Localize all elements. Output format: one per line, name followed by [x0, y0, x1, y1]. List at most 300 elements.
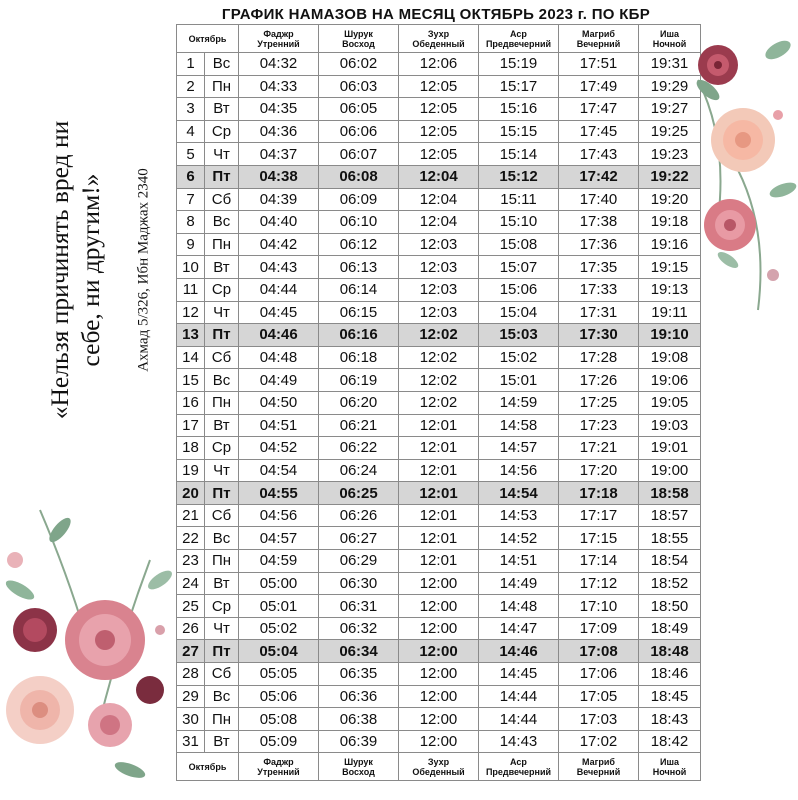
weekday: Сб [205, 346, 239, 369]
weekday: Вт [205, 98, 239, 121]
fajr-time: 04:46 [239, 324, 319, 347]
quote-line-2: себе, ни другим!» [76, 173, 105, 367]
day-number: 3 [177, 98, 205, 121]
fajr-time: 04:42 [239, 233, 319, 256]
day-number: 29 [177, 685, 205, 708]
day-number: 17 [177, 414, 205, 437]
fajr-time: 04:54 [239, 459, 319, 482]
table-row [177, 617, 701, 640]
header-shuruk-name: Шурук [344, 28, 373, 39]
shuruk-time: 06:26 [319, 504, 399, 527]
fajr-time: 05:01 [239, 595, 319, 618]
table-row [177, 685, 701, 708]
zuhr-time: 12:01 [399, 459, 479, 482]
quote-source [122, 120, 166, 420]
zuhr-time: 12:02 [399, 346, 479, 369]
table-row [177, 550, 701, 573]
asr-time: 15:02 [479, 346, 559, 369]
maghrib-time: 17:33 [559, 278, 639, 301]
asr-time: 14:48 [479, 595, 559, 618]
asr-time: 15:07 [479, 256, 559, 279]
maghrib-time: 17:17 [559, 504, 639, 527]
floral-bouquet-right-icon [688, 20, 798, 320]
zuhr-time: 12:01 [399, 527, 479, 550]
asr-time: 14:54 [479, 482, 559, 505]
day-number: 18 [177, 437, 205, 460]
table-row [177, 324, 701, 347]
header-zuhr [399, 25, 479, 53]
day-number: 20 [177, 482, 205, 505]
header-month: Октябрь [177, 753, 239, 781]
fajr-time: 04:37 [239, 143, 319, 166]
zuhr-time: 12:04 [399, 165, 479, 188]
table-row [177, 414, 701, 437]
fajr-time: 04:59 [239, 550, 319, 573]
asr-time: 15:17 [479, 75, 559, 98]
zuhr-time: 12:01 [399, 482, 479, 505]
header-fajr-subtitle: Утренний [257, 38, 300, 49]
header-maghrib [559, 25, 639, 53]
maghrib-time: 17:10 [559, 595, 639, 618]
zuhr-time: 12:00 [399, 708, 479, 731]
weekday: Пн [205, 233, 239, 256]
page-title: ГРАФИК НАМАЗОВ НА МЕСЯЦ ОКТЯБРЬ 2023 г. ПО КБР [221, 6, 651, 23]
isha-time: 18:46 [639, 663, 701, 686]
shuruk-time: 06:20 [319, 391, 399, 414]
asr-time: 15:19 [479, 53, 559, 76]
isha-time: 18:57 [639, 504, 701, 527]
weekday: Сб [205, 663, 239, 686]
fajr-time: 04:44 [239, 278, 319, 301]
fajr-time: 04:56 [239, 504, 319, 527]
shuruk-time: 06:08 [319, 165, 399, 188]
day-number: 2 [177, 75, 205, 98]
header-maghrib-name: Магриб [582, 28, 615, 39]
zuhr-time: 12:00 [399, 730, 479, 753]
table-row [177, 572, 701, 595]
maghrib-time: 17:47 [559, 98, 639, 121]
day-number: 28 [177, 663, 205, 686]
day-number: 16 [177, 391, 205, 414]
isha-time: 19:00 [639, 459, 701, 482]
table-row [177, 233, 701, 256]
isha-time: 19:08 [639, 346, 701, 369]
weekday: Вт [205, 414, 239, 437]
isha-time: 18:43 [639, 708, 701, 731]
fajr-time: 04:39 [239, 188, 319, 211]
day-number: 26 [177, 617, 205, 640]
zuhr-time: 12:05 [399, 120, 479, 143]
zuhr-time: 12:03 [399, 233, 479, 256]
maghrib-time: 17:45 [559, 120, 639, 143]
maghrib-time: 17:28 [559, 346, 639, 369]
shuruk-time: 06:15 [319, 301, 399, 324]
header-zuhr [399, 753, 479, 781]
header-maghrib-name: Магриб [582, 756, 615, 767]
header-month: Октябрь [177, 25, 239, 53]
shuruk-time: 06:35 [319, 663, 399, 686]
day-number: 21 [177, 504, 205, 527]
asr-time: 14:43 [479, 730, 559, 753]
zuhr-time: 12:01 [399, 504, 479, 527]
table-row [177, 708, 701, 731]
isha-time: 19:20 [639, 188, 701, 211]
shuruk-time: 06:10 [319, 211, 399, 234]
asr-time: 14:56 [479, 459, 559, 482]
shuruk-time: 06:02 [319, 53, 399, 76]
shuruk-time: 06:12 [319, 233, 399, 256]
day-number: 13 [177, 324, 205, 347]
zuhr-time: 12:04 [399, 188, 479, 211]
isha-time: 18:54 [639, 550, 701, 573]
weekday: Пн [205, 708, 239, 731]
table-row [177, 527, 701, 550]
zuhr-time: 12:00 [399, 685, 479, 708]
header-isha [639, 753, 701, 781]
isha-time: 18:45 [639, 685, 701, 708]
asr-time: 15:01 [479, 369, 559, 392]
weekday: Пт [205, 640, 239, 663]
table-row [177, 504, 701, 527]
table-row [177, 256, 701, 279]
weekday: Вс [205, 369, 239, 392]
table-row [177, 165, 701, 188]
maghrib-time: 17:49 [559, 75, 639, 98]
maghrib-time: 17:09 [559, 617, 639, 640]
table-row [177, 75, 701, 98]
weekday: Вс [205, 211, 239, 234]
header-maghrib-subtitle: Вечерний [576, 766, 621, 777]
isha-time: 18:50 [639, 595, 701, 618]
shuruk-time: 06:07 [319, 143, 399, 166]
zuhr-time: 12:05 [399, 98, 479, 121]
footer-row [177, 753, 701, 781]
header-asr [479, 753, 559, 781]
fajr-time: 05:09 [239, 730, 319, 753]
header-row [177, 25, 701, 53]
isha-time: 18:48 [639, 640, 701, 663]
weekday: Пн [205, 550, 239, 573]
header-shuruk [319, 25, 399, 53]
day-number: 4 [177, 120, 205, 143]
weekday: Вс [205, 685, 239, 708]
table-row [177, 369, 701, 392]
header-shuruk [319, 753, 399, 781]
table-row [177, 663, 701, 686]
isha-time: 18:58 [639, 482, 701, 505]
day-number: 6 [177, 165, 205, 188]
asr-time: 14:44 [479, 708, 559, 731]
asr-time: 15:15 [479, 120, 559, 143]
weekday: Ср [205, 437, 239, 460]
weekday: Чт [205, 617, 239, 640]
fajr-time: 04:48 [239, 346, 319, 369]
zuhr-time: 12:01 [399, 550, 479, 573]
asr-time: 15:06 [479, 278, 559, 301]
isha-time: 19:03 [639, 414, 701, 437]
asr-time: 14:47 [479, 617, 559, 640]
header-isha-name: Иша [660, 756, 679, 767]
shuruk-time: 06:32 [319, 617, 399, 640]
shuruk-time: 06:24 [319, 459, 399, 482]
asr-time: 14:45 [479, 663, 559, 686]
header-zuhr-subtitle: Обеденный [412, 38, 465, 49]
fajr-time: 04:51 [239, 414, 319, 437]
prayer-schedule-table [176, 24, 701, 781]
weekday: Ср [205, 595, 239, 618]
weekday: Вт [205, 256, 239, 279]
maghrib-time: 17:30 [559, 324, 639, 347]
maghrib-time: 17:38 [559, 211, 639, 234]
quote-line-1: «Нельзя причинять вред ни [45, 120, 74, 420]
fajr-time: 04:43 [239, 256, 319, 279]
day-number: 1 [177, 53, 205, 76]
isha-time: 19:15 [639, 256, 701, 279]
shuruk-time: 06:03 [319, 75, 399, 98]
shuruk-time: 06:36 [319, 685, 399, 708]
header-fajr-name: Фаджр [263, 756, 294, 767]
maghrib-time: 17:31 [559, 301, 639, 324]
fajr-time: 05:05 [239, 663, 319, 686]
zuhr-time: 12:01 [399, 437, 479, 460]
fajr-time: 04:36 [239, 120, 319, 143]
asr-time: 15:11 [479, 188, 559, 211]
header-asr-name: Аср [510, 28, 527, 39]
asr-time: 15:03 [479, 324, 559, 347]
table-row [177, 278, 701, 301]
header-fajr [239, 753, 319, 781]
shuruk-time: 06:22 [319, 437, 399, 460]
header-asr-subtitle: Предвечерний [485, 38, 552, 49]
weekday: Вт [205, 730, 239, 753]
fajr-time: 04:33 [239, 75, 319, 98]
weekday: Вт [205, 572, 239, 595]
header-maghrib-subtitle: Вечерний [576, 38, 621, 49]
shuruk-time: 06:18 [319, 346, 399, 369]
zuhr-time: 12:01 [399, 414, 479, 437]
shuruk-time: 06:09 [319, 188, 399, 211]
header-isha-subtitle: Ночной [652, 766, 687, 777]
weekday: Пн [205, 391, 239, 414]
maghrib-time: 17:15 [559, 527, 639, 550]
asr-time: 14:46 [479, 640, 559, 663]
weekday: Сб [205, 188, 239, 211]
header-fajr-subtitle: Утренний [257, 766, 300, 777]
maghrib-time: 17:42 [559, 165, 639, 188]
shuruk-time: 06:05 [319, 98, 399, 121]
header-zuhr-subtitle: Обеденный [412, 766, 465, 777]
table-row [177, 143, 701, 166]
weekday: Ср [205, 120, 239, 143]
maghrib-time: 17:18 [559, 482, 639, 505]
weekday: Вс [205, 53, 239, 76]
isha-time: 19:10 [639, 324, 701, 347]
table-row [177, 482, 701, 505]
day-number: 23 [177, 550, 205, 573]
isha-time: 19:16 [639, 233, 701, 256]
maghrib-time: 17:08 [559, 640, 639, 663]
zuhr-time: 12:00 [399, 640, 479, 663]
day-number: 11 [177, 278, 205, 301]
asr-time: 14:44 [479, 685, 559, 708]
zuhr-time: 12:05 [399, 143, 479, 166]
maghrib-time: 17:05 [559, 685, 639, 708]
fajr-time: 04:50 [239, 391, 319, 414]
zuhr-time: 12:02 [399, 391, 479, 414]
weekday: Пт [205, 324, 239, 347]
shuruk-time: 06:39 [319, 730, 399, 753]
shuruk-time: 06:21 [319, 414, 399, 437]
table-row [177, 188, 701, 211]
day-number: 19 [177, 459, 205, 482]
fajr-time: 05:02 [239, 617, 319, 640]
maghrib-time: 17:12 [559, 572, 639, 595]
isha-time: 18:52 [639, 572, 701, 595]
fajr-time: 04:38 [239, 165, 319, 188]
weekday: Пт [205, 165, 239, 188]
table-body [177, 53, 701, 753]
shuruk-time: 06:06 [319, 120, 399, 143]
maghrib-time: 17:36 [559, 233, 639, 256]
fajr-time: 04:55 [239, 482, 319, 505]
shuruk-time: 06:29 [319, 550, 399, 573]
weekday: Сб [205, 504, 239, 527]
isha-time: 19:06 [639, 369, 701, 392]
maghrib-time: 17:21 [559, 437, 639, 460]
zuhr-time: 12:05 [399, 75, 479, 98]
isha-time: 19:27 [639, 98, 701, 121]
maghrib-time: 17:43 [559, 143, 639, 166]
maghrib-time: 17:51 [559, 53, 639, 76]
fajr-time: 04:35 [239, 98, 319, 121]
asr-time: 14:58 [479, 414, 559, 437]
shuruk-time: 06:34 [319, 640, 399, 663]
asr-time: 14:53 [479, 504, 559, 527]
maghrib-time: 17:03 [559, 708, 639, 731]
header-zuhr-name: Зухр [427, 756, 450, 767]
header-isha-name: Иша [660, 28, 679, 39]
header-zuhr-name: Зухр [427, 28, 450, 39]
isha-time: 19:18 [639, 211, 701, 234]
header-shuruk-subtitle: Восход [342, 766, 375, 777]
quote-source-text: Ахмад 5/326, Ибн Маджах 2340 [135, 168, 152, 372]
isha-time: 19:11 [639, 301, 701, 324]
maghrib-time: 17:20 [559, 459, 639, 482]
shuruk-time: 06:13 [319, 256, 399, 279]
header-isha-subtitle: Ночной [652, 38, 687, 49]
shuruk-time: 06:27 [319, 527, 399, 550]
maghrib-time: 17:26 [559, 369, 639, 392]
maghrib-time: 17:40 [559, 188, 639, 211]
maghrib-time: 17:35 [559, 256, 639, 279]
fajr-time: 05:06 [239, 685, 319, 708]
day-number: 14 [177, 346, 205, 369]
shuruk-time: 06:19 [319, 369, 399, 392]
day-number: 5 [177, 143, 205, 166]
weekday: Пн [205, 75, 239, 98]
day-number: 9 [177, 233, 205, 256]
day-number: 31 [177, 730, 205, 753]
day-number: 7 [177, 188, 205, 211]
hadith-quote [25, 30, 125, 510]
maghrib-time: 17:23 [559, 414, 639, 437]
header-fajr-name: Фаджр [263, 28, 294, 39]
table-row [177, 459, 701, 482]
asr-time: 14:57 [479, 437, 559, 460]
zuhr-time: 12:03 [399, 278, 479, 301]
shuruk-time: 06:25 [319, 482, 399, 505]
table-row [177, 595, 701, 618]
weekday: Чт [205, 143, 239, 166]
asr-time: 15:14 [479, 143, 559, 166]
weekday: Вс [205, 527, 239, 550]
shuruk-time: 06:30 [319, 572, 399, 595]
zuhr-time: 12:02 [399, 369, 479, 392]
table-row [177, 53, 701, 76]
asr-time: 14:51 [479, 550, 559, 573]
maghrib-time: 17:02 [559, 730, 639, 753]
header-shuruk-subtitle: Восход [342, 38, 375, 49]
table-row [177, 120, 701, 143]
isha-time: 19:22 [639, 165, 701, 188]
fajr-time: 04:49 [239, 369, 319, 392]
weekday: Чт [205, 459, 239, 482]
shuruk-time: 06:16 [319, 324, 399, 347]
header-shuruk-name: Шурук [344, 756, 373, 767]
fajr-time: 05:04 [239, 640, 319, 663]
header-maghrib [559, 753, 639, 781]
day-number: 10 [177, 256, 205, 279]
shuruk-time: 06:14 [319, 278, 399, 301]
table-row [177, 346, 701, 369]
day-number: 27 [177, 640, 205, 663]
shuruk-time: 06:31 [319, 595, 399, 618]
table-row [177, 211, 701, 234]
table-row [177, 640, 701, 663]
isha-time: 19:31 [639, 53, 701, 76]
fajr-time: 04:40 [239, 211, 319, 234]
zuhr-time: 12:06 [399, 53, 479, 76]
day-number: 8 [177, 211, 205, 234]
isha-time: 18:55 [639, 527, 701, 550]
asr-time: 15:08 [479, 233, 559, 256]
floral-bouquet-left-icon [0, 500, 178, 800]
table-row [177, 391, 701, 414]
isha-time: 18:42 [639, 730, 701, 753]
fajr-time: 04:57 [239, 527, 319, 550]
asr-time: 15:10 [479, 211, 559, 234]
weekday: Пт [205, 482, 239, 505]
table-row [177, 437, 701, 460]
zuhr-time: 12:04 [399, 211, 479, 234]
zuhr-time: 12:00 [399, 572, 479, 595]
table-row [177, 301, 701, 324]
isha-time: 19:25 [639, 120, 701, 143]
isha-time: 19:01 [639, 437, 701, 460]
asr-time: 14:49 [479, 572, 559, 595]
table-row [177, 730, 701, 753]
fajr-time: 04:45 [239, 301, 319, 324]
isha-time: 19:05 [639, 391, 701, 414]
header-asr [479, 25, 559, 53]
maghrib-time: 17:06 [559, 663, 639, 686]
maghrib-time: 17:25 [559, 391, 639, 414]
maghrib-time: 17:14 [559, 550, 639, 573]
fajr-time: 05:08 [239, 708, 319, 731]
asr-time: 15:04 [479, 301, 559, 324]
zuhr-time: 12:00 [399, 663, 479, 686]
zuhr-time: 12:02 [399, 324, 479, 347]
